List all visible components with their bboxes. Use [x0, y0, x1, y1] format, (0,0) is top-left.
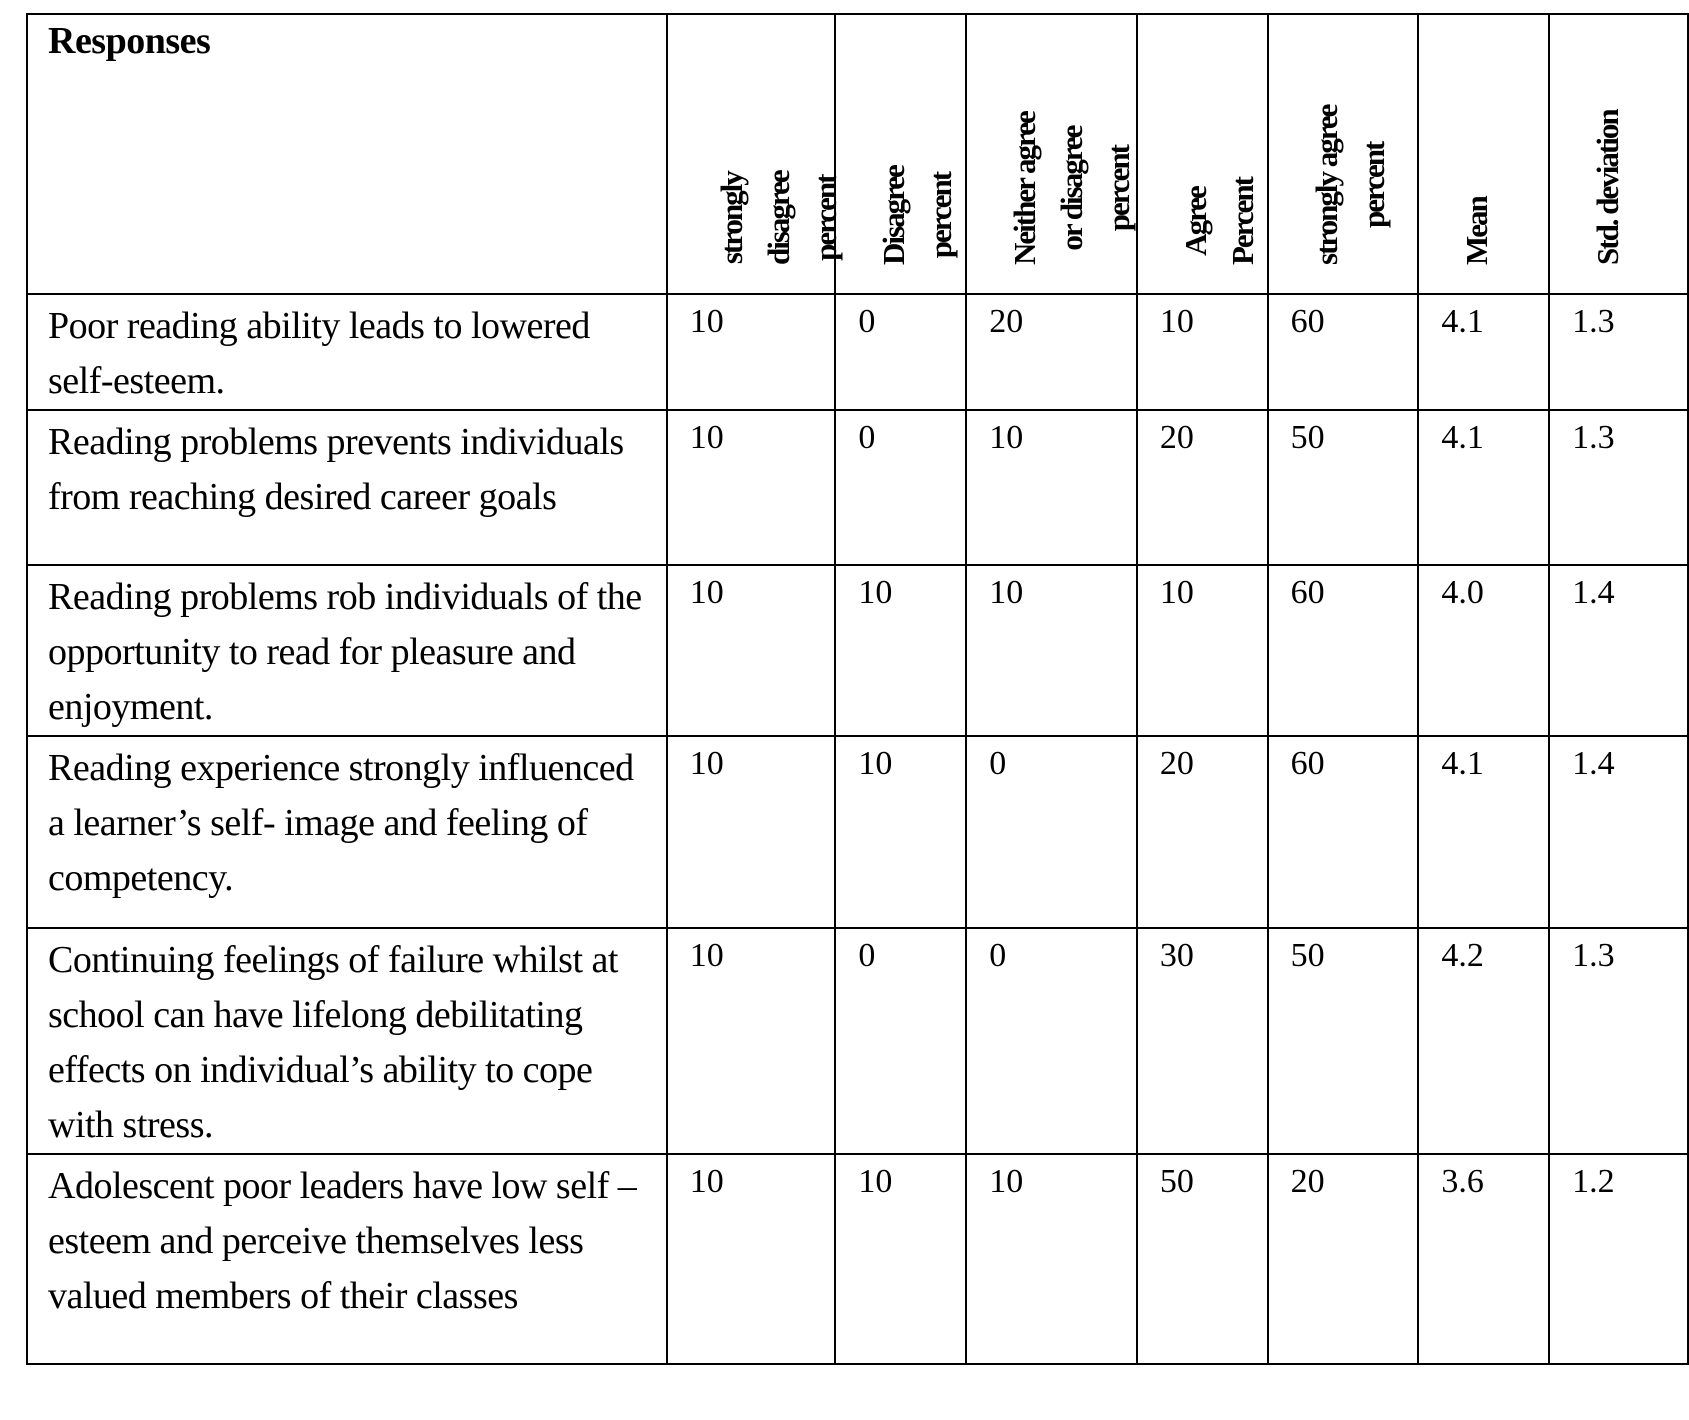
value-cell: 10 — [667, 1154, 836, 1364]
table-row — [27, 1154, 1688, 1364]
value-cell: 10 — [1137, 294, 1268, 410]
statement-cell: Reading problems prevents individuals from reaching desired career goals — [27, 410, 667, 565]
col-header-strongly-agree — [1268, 14, 1419, 294]
value-cell: 10 — [835, 1154, 966, 1364]
value-cell: 10 — [667, 928, 836, 1154]
value-cell: 10 — [966, 565, 1137, 736]
col-header-line: or disagree — [1054, 126, 1090, 251]
value-cell: 4.1 — [1418, 294, 1549, 410]
statement-cell: Adolescent poor leaders have low self –esteem and perceive themselves less valued members of their classes — [27, 1154, 667, 1364]
value-cell: 4.1 — [1418, 736, 1549, 928]
statement-cell: Poor reading ability leads to lowered self-esteem. — [27, 294, 667, 410]
table-row — [27, 565, 1688, 736]
statement-cell: Reading experience strongly influenced a learner’s self- image and feeling of competency. — [27, 736, 667, 928]
value-cell: 1.3 — [1549, 294, 1688, 410]
value-cell: 50 — [1268, 928, 1419, 1154]
value-cell: 10 — [667, 565, 836, 736]
value-cell: 60 — [1268, 294, 1419, 410]
col-header-neither — [966, 14, 1137, 294]
value-cell: 10 — [667, 294, 836, 410]
value-cell: 1.4 — [1549, 565, 1688, 736]
col-header-line: Percent — [1224, 178, 1260, 265]
col-header-line: disagree — [760, 171, 796, 265]
col-header-line: Disagree — [876, 166, 912, 265]
statement-cell: Reading problems rob individuals of the opportunity to read for pleasure and enjoyment. — [27, 565, 667, 736]
col-header-line: Agree — [1177, 187, 1213, 256]
value-cell: 20 — [1268, 1154, 1419, 1364]
table-row — [27, 928, 1688, 1154]
col-header-line: percent — [807, 175, 843, 261]
col-header-line: percent — [923, 172, 959, 259]
value-cell: 1.2 — [1549, 1154, 1688, 1364]
value-cell: 0 — [835, 294, 966, 410]
col-header-std-deviation — [1549, 14, 1688, 294]
table-row — [27, 294, 1688, 410]
value-cell: 20 — [1137, 736, 1268, 928]
value-cell: 4.0 — [1418, 565, 1549, 736]
value-cell: 10 — [966, 1154, 1137, 1364]
value-cell: 10 — [966, 410, 1137, 565]
table-row — [27, 736, 1688, 928]
value-cell: 1.3 — [1549, 928, 1688, 1154]
col-header-disagree — [835, 14, 966, 294]
col-header-line: strongly — [713, 172, 749, 265]
value-cell: 10 — [667, 736, 836, 928]
col-header-line: Std. deviation — [1590, 110, 1626, 265]
value-cell: 0 — [835, 410, 966, 565]
value-cell: 10 — [1137, 565, 1268, 736]
value-cell: 4.2 — [1418, 928, 1549, 1154]
header-row — [27, 14, 1688, 294]
col-header-line: percent — [1101, 145, 1137, 232]
value-cell: 20 — [1137, 410, 1268, 565]
value-cell: 1.4 — [1549, 736, 1688, 928]
value-cell: 60 — [1268, 565, 1419, 736]
value-cell: 0 — [835, 928, 966, 1154]
responses-header: Responses — [27, 14, 667, 294]
value-cell: 0 — [966, 928, 1137, 1154]
value-cell: 60 — [1268, 736, 1419, 928]
value-cell: 10 — [835, 565, 966, 736]
value-cell: 50 — [1137, 1154, 1268, 1364]
value-cell: 10 — [835, 736, 966, 928]
col-header-mean — [1418, 14, 1549, 294]
value-cell: 1.3 — [1549, 410, 1688, 565]
value-cell: 3.6 — [1418, 1154, 1549, 1364]
survey-table — [26, 13, 1689, 1365]
col-header-line: Neither agree — [1007, 112, 1043, 265]
table-row — [27, 410, 1688, 565]
value-cell: 0 — [966, 736, 1137, 928]
col-header-line: Mean — [1459, 197, 1495, 265]
table-body — [27, 294, 1688, 1364]
col-header-strongly-disagree — [667, 14, 843, 294]
value-cell: 30 — [1137, 928, 1268, 1154]
statement-cell: Continuing feelings of failure whilst at school can have lifelong debilitating effects on individual’s ability to cope with stress. — [27, 928, 667, 1154]
value-cell: 20 — [966, 294, 1137, 410]
value-cell: 10 — [667, 410, 836, 565]
value-cell: 50 — [1268, 410, 1419, 565]
value-cell: 4.1 — [1418, 410, 1549, 565]
col-header-agree — [1137, 14, 1268, 294]
col-header-line: percent — [1355, 142, 1391, 228]
col-header-line: strongly agree — [1308, 105, 1344, 265]
